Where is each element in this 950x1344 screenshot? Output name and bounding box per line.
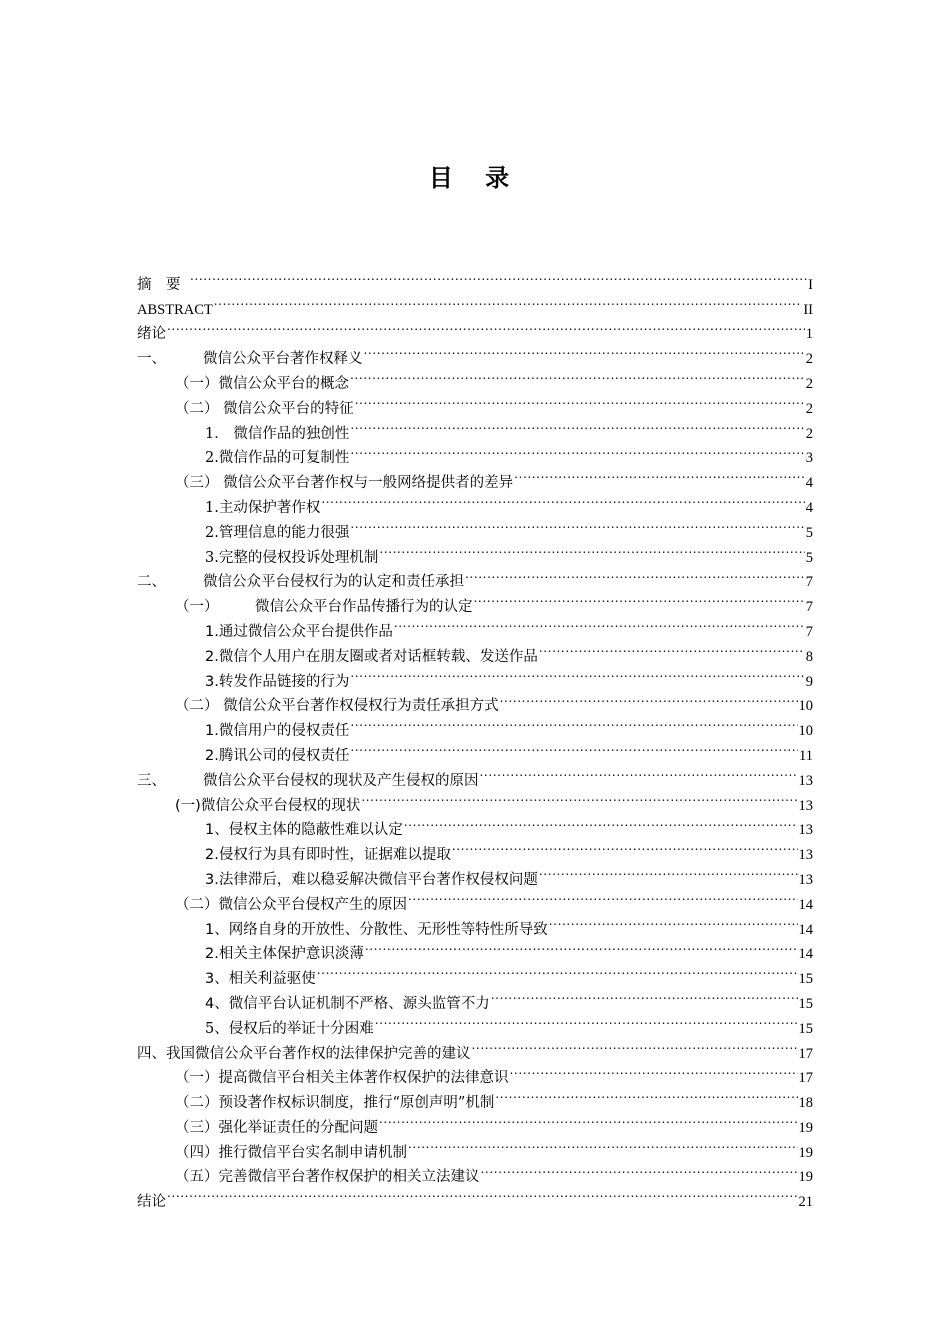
toc-leader-dots (214, 289, 803, 314)
toc-page-number: 10 (798, 723, 813, 740)
toc-page-number: 7 (805, 599, 813, 616)
toc-entry-text: 1、侵权主体的隐蔽性难以认定 (205, 822, 403, 839)
toc-entry-text: 绪论 (137, 326, 166, 343)
toc-page-number: 13 (798, 871, 813, 888)
toc-entry-text: 3.法律滞后，难以稳妥解决微信平台著作权侵权问题 (205, 871, 538, 888)
toc-entry-text: 微信公众平台侵权行为的认定和责任承担 (203, 574, 464, 591)
toc-leader-dots (404, 810, 798, 835)
toc-leader-dots (472, 1033, 798, 1058)
toc-page-number: 3 (805, 450, 813, 467)
toc-entry-number: 三、 (137, 772, 166, 789)
toc-page-number: 7 (805, 574, 813, 591)
toc-page-number: 15 (798, 995, 813, 1012)
toc-entry[interactable] (137, 1181, 813, 1211)
toc-leader-dots (379, 537, 804, 562)
toc-page-number: 17 (798, 1045, 813, 1062)
toc-entry-text: 2.管理信息的能力很强 (205, 524, 350, 541)
toc-page-number: 5 (805, 549, 813, 566)
toc-page-number: 14 (798, 921, 813, 938)
toc-entry-text: 2.侵权行为具有即时性，证据难以提取 (205, 847, 451, 864)
toc-page-number: 13 (798, 822, 813, 839)
toc-page-number: 15 (798, 971, 813, 988)
toc-entry-text: 3.完整的侵权投诉处理机制 (205, 549, 379, 566)
toc-entry-text: 2.相关主体保护意识淡薄 (205, 946, 364, 963)
toc-leader-dots (167, 314, 805, 339)
toc-page-number: II (803, 301, 813, 318)
toc-entry-label: 摘 要 (137, 276, 181, 293)
toc-entry-text: 1． 微信作品的独创性 (205, 425, 350, 442)
toc-leader-dots (350, 363, 805, 388)
table-of-contents (137, 264, 813, 1211)
toc-leader-dots (361, 785, 797, 810)
toc-leader-dots (375, 1008, 798, 1033)
toc-page-number: 14 (798, 896, 813, 913)
toc-page-number: 17 (798, 1070, 813, 1087)
toc-leader-dots (167, 1181, 798, 1206)
toc-page-number: 21 (798, 1194, 813, 1211)
toc-entry[interactable] (137, 338, 813, 368)
toc-leader-dots (510, 1058, 798, 1083)
toc-entry-text: 1.主动保护著作权 (205, 499, 321, 516)
toc-page-number: 2 (805, 425, 813, 442)
toc-entry-text: （二）预设著作权标识制度，推行“原创声明”机制 (175, 1095, 495, 1112)
toc-leader-dots (321, 487, 804, 512)
toc-page-number: 7 (805, 623, 813, 640)
toc-entry-text: 微信公众平台著作权释义 (203, 351, 363, 368)
toc-entry-text: （四）推行微信平台实名制申请机制 (175, 1144, 407, 1161)
toc-entry-text: 5、侵权后的举证十分困难 (205, 1020, 374, 1037)
toc-page-number: 2 (805, 400, 813, 417)
toc-entry-text: 2.微信个人用户在朋友圈或者对话框转载、发送作品 (205, 648, 538, 665)
toc-leader-dots (465, 562, 805, 587)
toc-page-number: 15 (798, 1020, 813, 1037)
toc-page-number: 4 (805, 475, 813, 492)
toc-entry-text: 3.转发作品链接的行为 (205, 673, 350, 690)
toc-page-number: 19 (798, 1144, 813, 1161)
toc-page-number: 10 (798, 698, 813, 715)
toc-page-number: 13 (798, 847, 813, 864)
toc-leader-dots (491, 983, 798, 1008)
toc-leader-dots (190, 264, 807, 289)
toc-page-number: 13 (798, 797, 813, 814)
toc-leader-dots (480, 760, 798, 785)
toc-page-number: 4 (805, 499, 813, 516)
toc-page-number: 1 (805, 326, 813, 343)
toc-entry-text: （三）强化举证责任的分配问题 (175, 1119, 378, 1136)
toc-entry-text: （二）微信公众平台侵权产生的原因 (175, 896, 407, 913)
toc-entry-number: （一） (175, 599, 219, 616)
toc-entry-text: 2.腾讯公司的侵权责任 (205, 747, 350, 764)
toc-leader-dots (350, 512, 804, 537)
toc-page-number: 18 (798, 1095, 813, 1112)
toc-entry-text: （二） 微信公众平台的特征 (175, 400, 354, 417)
toc-entry-text: 微信公众平台侵权的现状及产生侵权的原因 (203, 772, 479, 789)
toc-leader-dots (350, 710, 797, 735)
toc-entry-text: 3、相关利益驱使 (205, 971, 316, 988)
toc-leader-dots (350, 661, 804, 686)
toc-entry-text: 4、微信平台认证机制不严格、源头监管不力 (205, 995, 490, 1012)
toc-leader-dots (350, 413, 804, 438)
toc-entry-text: 四、我国微信公众平台著作权的法律保护完善的建议 (137, 1045, 471, 1062)
toc-leader-dots (317, 958, 798, 983)
toc-entry-text: 1、网络自身的开放性、分散性、无形性等特性所导致 (205, 921, 548, 938)
page-title: 目 录 (428, 164, 522, 192)
toc-page-number: 11 (799, 747, 813, 764)
toc-entry-text: （五）完善微信平台著作权保护的相关立法建议 (175, 1169, 480, 1186)
toc-page-number: I (808, 276, 813, 293)
toc-page-number: 5 (805, 524, 813, 541)
toc-leader-dots (364, 338, 805, 363)
toc-entry-text: 微信公众平台作品传播行为的认定 (255, 599, 473, 616)
toc-leader-dots (452, 834, 798, 859)
toc-leader-dots (474, 586, 805, 611)
toc-leader-dots (549, 909, 798, 934)
toc-leader-dots (495, 1082, 797, 1107)
toc-entry-text: （二） 微信公众平台著作权侵权行为责任承担方式 (175, 698, 499, 715)
toc-entry[interactable] (137, 264, 813, 293)
toc-entry-text: 1.微信用户的侵权责任 (205, 723, 350, 740)
toc-entry-text: (一)微信公众平台侵权的现状 (175, 797, 361, 814)
toc-entry-number: 一、 (137, 351, 166, 368)
toc-leader-dots (379, 1107, 798, 1132)
toc-leader-dots (514, 462, 805, 487)
toc-page-number: 13 (798, 772, 813, 789)
toc-leader-dots (539, 859, 798, 884)
toc-entry[interactable] (137, 289, 813, 318)
toc-page-number: 19 (798, 1169, 813, 1186)
toc-page-number: 2 (805, 351, 813, 368)
toc-entry[interactable] (137, 314, 813, 343)
toc-leader-dots (350, 735, 798, 760)
toc-leader-dots (408, 1132, 798, 1157)
toc-entry-text: （一）微信公众平台的概念 (175, 375, 349, 392)
toc-page-number: 14 (798, 946, 813, 963)
toc-page-number: 19 (798, 1119, 813, 1136)
toc-entry-text: 1.通过微信公众平台提供作品 (205, 623, 393, 640)
toc-leader-dots (350, 438, 804, 463)
toc-entry-text: ABSTRACT (137, 301, 213, 318)
toc-entry-text: 结论 (137, 1194, 166, 1211)
toc-leader-dots (365, 934, 798, 959)
toc-entry-number: 二、 (137, 574, 166, 591)
toc-entry-text: （一）提高微信平台相关主体著作权保护的法律意识 (175, 1070, 509, 1087)
toc-page-number: 9 (805, 673, 813, 690)
toc-entry-text: 2.微信作品的可复制性 (205, 450, 350, 467)
toc-leader-dots (500, 686, 798, 711)
toc-page-number: 2 (805, 375, 813, 392)
toc-entry-text: （三） 微信公众平台著作权与一般网络提供者的差异 (175, 475, 514, 492)
toc-leader-dots (539, 636, 805, 661)
toc-page-number: 8 (805, 648, 813, 665)
toc-leader-dots (408, 884, 798, 909)
toc-leader-dots (481, 1157, 798, 1182)
toc-leader-dots (355, 388, 805, 413)
toc-leader-dots (394, 611, 805, 636)
